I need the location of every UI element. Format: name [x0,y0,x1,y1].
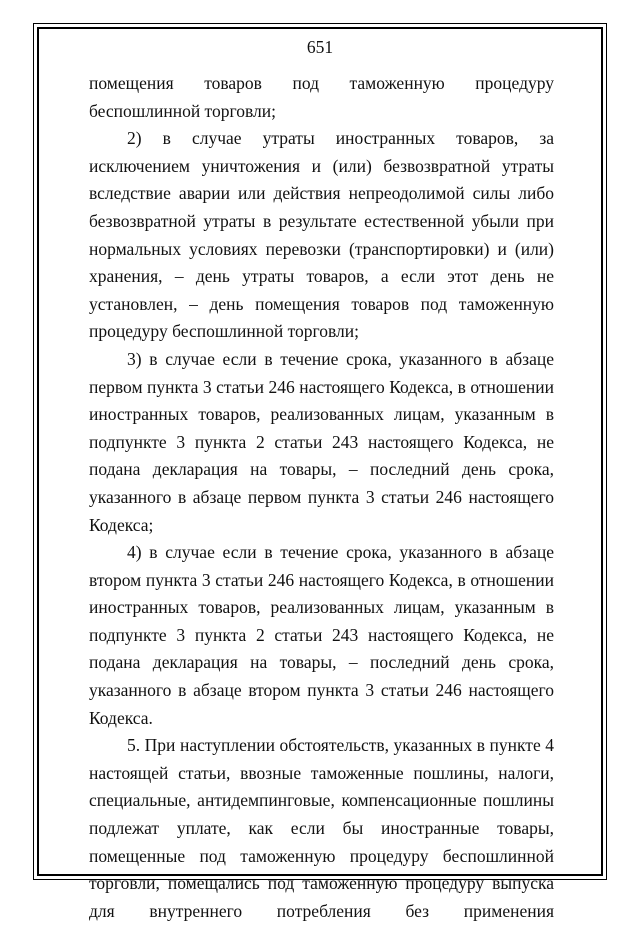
paragraph-item-2: 2) в случае утраты иностранных товаров, за исключением уничтожения и (или) безвозвратной утраты вследствие аварии или действия непреодолимой силы либо безвозвратной утраты в результате естественной убыли при нормальных условиях перевозки (транспортировки) и (или) хранения, – день утраты товаров, а если этот день не установлен, – день помещения товаров под таможенную процедуру беспошлинной торговли; [89,128,554,342]
document-body [89,70,554,925]
paragraph-clause-5: 5. При наступлении обстоятельств, указанных в пункте 4 настоящей статьи, ввозные таможенные пошлины, налоги, специальные, антидемпинговые, компенсационные пошлины подлежат уплате, как если бы иностранные товары, помещенные под таможенную процедуру беспошлинной торговли, помещались под таможенную процедуру выпуска для внутреннего потребления без применения [89,735,554,921]
paragraph-item-3: 3) в случае если в течение срока, указанного в абзаце первом пункта 3 статьи 246 настоящего Кодекса, в отношении иностранных товаров, реализованных лицам, указанным в подпункте 3 пункта 2 статьи 243 настоящего Кодекса, не подана декларация на товары, – последний день срока, указанного в абзаце первом пункта 3 статьи 246 настоящего Кодекса; [89,348,554,535]
paragraph-item-4: 4) в случае если в течение срока, указанного в абзаце втором пункта 3 статьи 246 настоящего Кодекса, в отношении иностранных товаров, реализованных лицам, указанным в подпункте 3 пункта 2 статьи 243 настоящего Кодекса, не подана декларация на товары, – последний день срока, указанного в абзаце втором пункта 3 статьи 246 настоящего Кодекса. [89,542,554,728]
page-number: 651 [306,37,334,57]
paragraph-continuation: помещения товаров под таможенную процедуру беспошлинной торговли; [89,73,554,121]
